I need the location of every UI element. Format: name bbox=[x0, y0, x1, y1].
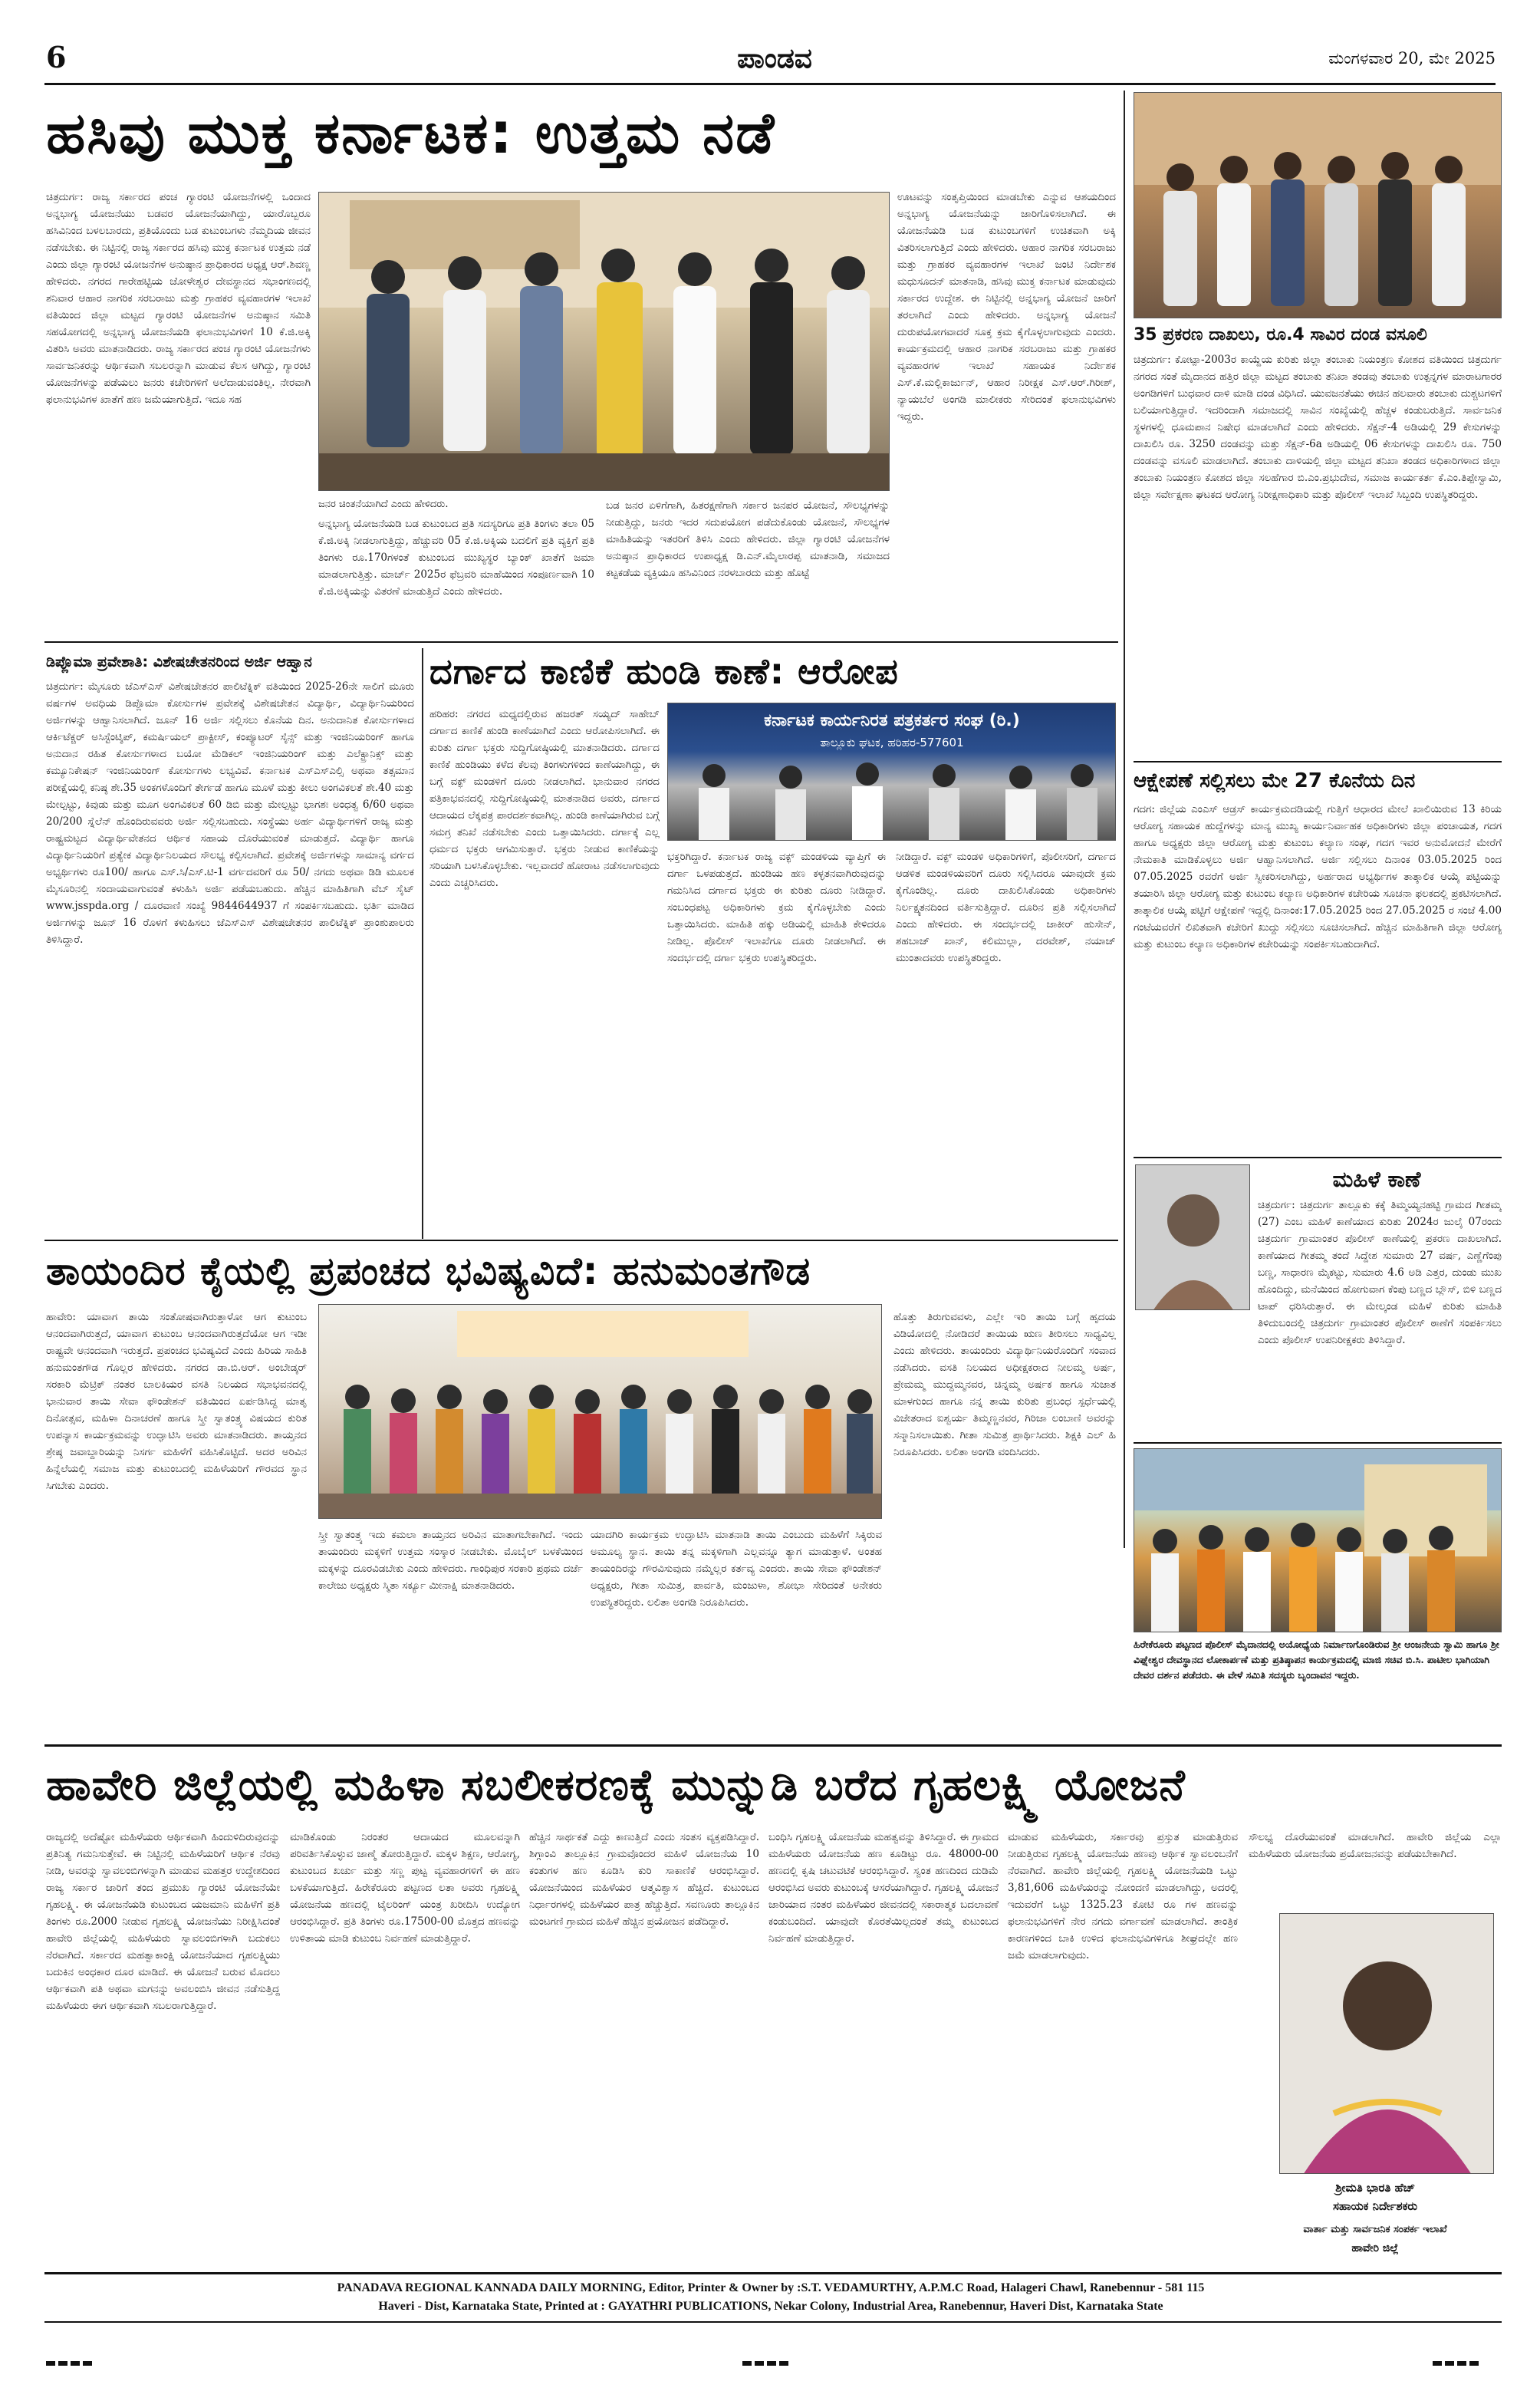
gruha-officer-title: ಸಹಾಯಕ ನಿರ್ದೇಶಕರು bbox=[1332, 2199, 1418, 2213]
dargah-col2: ಭಕ್ತರಿಗಿದ್ದಾರೆ. ಕರ್ನಾಟಕ ರಾಜ್ಯ ವಕ್ಫ್ ಮಂಡಳಿಯ ವ್ಯಾಪ್ತಿಗೆ ಈ ದರ್ಗಾ ಒಳಪಡುತ್ತದೆ. ಹುಂಡಿಯ ಹಣ ಕಳ್ಳತನವಾಗಿರುವುದನ್ನು ಗಮನಿಸಿದ ದರ್ಗಾದ ಭಕ್ತರು ಈ ಕುರಿತು ದೂರು ನೀಡಿದ್ದಾರೆ. ಸಂಬಂಧಪಟ್ಟ ಅಧಿಕಾರಿಗಳು ಕ್ರಮ ಕೈಗೊಳ್ಳಬೇಕು ಎಂದು ಒತ್ತಾಯಿಸಿದರು. ಮಾಹಿತಿ ಹಕ್ಕು ಅಡಿಯಲ್ಲಿ ಮಾಹಿತಿ ಕೇಳಿದರೂ ನೀಡಿಲ್ಲ. ಪೊಲೀಸ್ ಇಲಾಖೆಗೂ ದೂರು ನೀಡಲಾಗಿದೆ. ಈ ಸಂದರ್ಭದಲ್ಲಿ ದರ್ಗಾ ಭಕ್ತರು ಉಪಸ್ಥಿತರಿದ್ದರು. bbox=[667, 851, 886, 964]
labour-story-body: ಗದಗ: ಜಿಲ್ಲೆಯ ಎಂಎಸ್ ಆಡ್ರಸ್ ಕಾರ್ಯಕ್ರಮದಡಿಯಲ್ಲಿ ಗುತ್ತಿಗೆ ಆಧಾರದ ಮೇಲೆ ಖಾಲಿಯಿರುವ 13 ಕಿರಿಯ ಆರೋಗ್ಯ ಸಹಾಯಕ ಹುದ್ದೆಗಳನ್ನು ಮಾನ್ಯ ಮುಖ್ಯ ಕಾರ್ಯನಿರ್ವಾಹಕ ಅಧಿಕಾರಿಗಳು ಜಿಲ್ಲಾ ಪಂಚಾಯತ, ಗದಗ ಹಾಗೂ ಅಧ್ಯಕ್ಷರು ಜಿಲ್ಲಾ ಆರೋಗ್ಯ ಮತ್ತು ಕುಟುಂಬ ಕಲ್ಯಾಣ ಸಂಘ, ಗದಗ ಇವರ ಅನುಮೋದನೆ ಮೇರೆಗೆ ನೇಮಕಾತಿ ಮಾಡಿಕೊಳ್ಳಲು ಅರ್ಜಿ ಆಹ್ವಾನಿಸಲಾಗಿದೆ. ಅರ್ಜಿ ಸಲ್ಲಿಸಲು ದಿನಾಂಕ 03.05.2025 ರಿಂದ 07.05.2025 ರವರೆಗೆ ಅರ್ಜಿ ಸ್ವೀಕರಿಸಲಾಗಿದ್ದು, ಅರ್ಹರಾದ ಅಭ್ಯರ್ಥಿಗಳ ತಾತ್ಕಾಲಿಕ ಆಯ್ಕೆ ಪಟ್ಟಿಯನ್ನು ತಯಾರಿಸಿ ಜಿಲ್ಲಾ ಆರೋಗ್ಯ ಮತ್ತು ಕುಟುಂಬ ಕಲ್ಯಾಣ ಅಧಿಕಾರಿಗಳ ಕಚೇರಿಯ ಸೂಚನಾ ಫಲಕದಲ್ಲಿ ಪ್ರಕಟಿಸಲಾಗಿದೆ. ತಾತ್ಕಾಲಿಕ ಆಯ್ಕೆ ಪಟ್ಟಿಗೆ ಆಕ್ಷೇಪಣೆ ಇದ್ದಲ್ಲಿ ದಿನಾಂಕ:17.05.2025 ರಿಂದ 27.05.2025 ರ ಸಂಜೆ 4.00 ಗಂಟೆಯವರೆಗೆ ಲಿಖಿತವಾಗಿ ಕಚೇರಿಗೆ ಖುದ್ದು ಸಲ್ಲಿಸಲು ಸೂಚಿಸಲಾಗಿದೆ. ಹೆಚ್ಚಿನ ಮಾಹಿತಿಗಾಗಿ ಜಿಲ್ಲಾ ಆರೋಗ್ಯ ಮತ್ತು ಕುಟುಂಬ ಕಲ್ಯಾಣ ಅಧಿಕಾರಿಗಳ ಕಚೇರಿಯನ್ನು ಸಂಪರ್ಕಿಸಬಹುದಾಗಿದೆ. bbox=[1134, 803, 1502, 950]
gruha-col5: ಮಾಡುವ ಮಹಿಳೆಯರು, ಸರ್ಕಾರವು ಪ್ರಸ್ತುತ ಮಾಡುತ್ತಿರುವ ನೀಡುತ್ತಿರುವ ಗೃಹಲಕ್ಷ್ಮಿ ಯೋಜನೆಯ ಹಣವು ಆರ್ಥಿಕ ಸ್ವಾವಲಂಬನೆಗೆ ನೆರವಾಗಿದೆ. ಹಾವೇರಿ ಜಿಲ್ಲೆಯಲ್ಲಿ ಗೃಹಲಕ್ಷ್ಮಿ ಯೋಜನೆಯಡಿ ಒಟ್ಟು 3,81,606 ಮಹಿಳೆಯರನ್ನು ನೋಂದಣಿ ಮಾಡಲಾಗಿದ್ದು, ಅದರಲ್ಲಿ ಇದುವರೆಗೆ ಒಟ್ಟು 1325.23 ಕೋಟಿ ರೂ ಗಳ ಹಣವನ್ನು ಫಲಾನುಭವಿಗಳಿಗೆ ನೇರ ನಗದು ವರ್ಗಾವಣೆ ಮಾಡಲಾಗಿದೆ. ತಾಂತ್ರಿಕ ಕಾರಣಗಳಿಂದ ಬಾಕಿ ಉಳಿದ ಫಲಾನುಭವಿಗಳಿಗೂ ಶೀಘ್ರದಲ್ಲೇ ಹಣ ಜಮೆ ಮಾಡಲಾಗುವುದು. bbox=[1008, 1831, 1238, 1961]
dargah-col3: ನೀಡಿದ್ದಾರೆ. ವಕ್ಫ್ ಮಂಡಳಿ ಅಧಿಕಾರಿಗಳಿಗೆ, ಪೊಲೀಸರಿಗೆ, ದರ್ಗಾದ ಆಡಳಿತ ಮಂಡಳಿಯವರಿಗೆ ದೂರು ಸಲ್ಲಿಸಿದರೂ ಯಾವುದೇ ಕ್ರಮ ಕೈಗೊಂಡಿಲ್ಲ. ದೂರು ದಾಖಲಿಸಿಕೊಂಡು ಅಧಿಕಾರಿಗಳು ನಿರ್ಲಕ್ಷ್ಯತನದಿಂದ ವರ್ತಿಸುತ್ತಿದ್ದಾರೆ. ದೂರಿನ ಪ್ರತಿ ಸಲ್ಲಿಸಲಾಗಿದೆ ಎಂದು ಹೇಳಿದರು. ಈ ಸಂದರ್ಭದಲ್ಲಿ ಜಾಕೀರ್ ಹುಸೇನ್, ಶಹಬಾಜ್ ಖಾನ್, ಕಲಿಮುಲ್ಲಾ, ದರವೇಶ್, ನಯಾಜ್ ಮುಂತಾದವರು ಉಪಸ್ಥಿತರಿದ್ದರು. bbox=[896, 851, 1116, 964]
mothers-col3: ಯಾದಗಿರಿ ಕಾರ್ಯಕ್ರಮ ಉದ್ಘಾಟಿಸಿ ಮಾತನಾಡಿ ತಾಯಿ ಎಂಬುದು ಮಹಿಳೆಗೆ ಸಿಕ್ಕಿರುವ ಅಮೂಲ್ಯ ಸ್ಥಾನ. ತಾಯಿ ತನ್ನ ಮಕ್ಕಳಿಗಾಗಿ ಎಲ್ಲವನ್ನೂ ತ್ಯಾಗ ಮಾಡುತ್ತಾಳೆ. ಅಂತಹ ತಾಯಂದಿರನ್ನು ಗೌರವಿಸುವುದು ನಮ್ಮೆಲ್ಲರ ಕರ್ತವ್ಯ ಎಂದರು. ತಾಯಿ ಸೇವಾ ಫೌಂಡೇಶನ್ ಅಧ್ಯಕ್ಷರು, ಗೀತಾ ಸುಮಿತ್ರ, ಪಾರ್ವತಿ, ಮಂಜುಳಾ, ಶೋಭಾ ಸೇರಿದಂತೆ ಅನೇಕರು ಉಪಸ್ಥಿತರಿದ್ದರು. ಲಲಿತಾ ಅಂಗಡಿ ನಿರೂಪಿಸಿದರು. bbox=[591, 1529, 882, 1609]
dargah-photo bbox=[667, 703, 1116, 841]
diploma-headline: ಡಿಪ್ಲೊಮಾ ಪ್ರವೇಶಾತಿ: ವಿಶೇಷಚೇತನರಿಂದ ಅರ್ಜಿ ಆಹ್ವಾನ bbox=[46, 654, 312, 670]
dargah-headline: ದರ್ಗಾದ ಕಾಣಿಕೆ ಹುಂಡಿ ಕಾಣೆ: ಆರೋಪ bbox=[429, 650, 899, 692]
footer-bottom-rule bbox=[44, 2321, 1502, 2323]
story1-col2: ಅನ್ನಭಾಗ್ಯ ಯೋಜನೆಯಡಿ ಬಡ ಕುಟುಂಬದ ಪ್ರತಿ ಸದಸ್ಯರಿಗೂ ಪ್ರತಿ ತಿಂಗಳು ತಲಾ 05 ಕೆ.ಜಿ.ಅಕ್ಕಿ ನೀಡಲಾಗುತ್ತಿದ್ದು, ಹೆಚ್ಚುವರಿ 05 ಕೆ.ಜಿ.ಅಕ್ಕಿಯ ಬದಲಿಗೆ ಪ್ರತಿ ವ್ಯಕ್ತಿಗೆ ಪ್ರತಿ ತಿಂಗಳು ರೂ.170ಗಳಂತೆ ಕುಟುಂಬದ ಮುಖ್ಯಸ್ಥರ ಬ್ಯಾಂಕ್ ಖಾತೆಗೆ ಜಮಾ ಮಾಡಲಾಗುತ್ತಿತ್ತು. ಮಾರ್ಚ್ 2025ರ ಫೆಬ್ರವರಿ ಮಾಹೆಯಿಂದ ಸಂಪೂರ್ಣವಾಗಿ 10 ಕೆ.ಜಿ.ಅಕ್ಕಿಯನ್ನು ವಿತರಣೆ ಮಾಡುತ್ತಿದೆ ಎಂದು ಹೇಳಿದರು. bbox=[318, 518, 594, 598]
missing-woman-bottom-rule bbox=[1134, 1442, 1502, 1444]
temple-photo bbox=[1134, 1448, 1502, 1632]
missing-woman-headline: ಮಹಿಳೆ ಕಾಣೆ bbox=[1332, 1167, 1421, 1192]
dargah-col1: ಹರಿಹರ: ನಗರದ ಮಧ್ಯದಲ್ಲಿರುವ ಹಜರತ್ ಸಯ್ಯದ್ ಸಾಹೇಬ್ ದರ್ಗಾದ ಕಾಣಿಕೆ ಹುಂಡಿ ಕಾಣೆಯಾಗಿದೆ ಎಂದು ಆರೋಪಿಸಲಾಗಿದೆ. ಈ ಕುರಿತು ದರ್ಗಾ ಭಕ್ತರು ಸುದ್ದಿಗೋಷ್ಠಿಯಲ್ಲಿ ಮಾತನಾಡಿದರು. ದರ್ಗಾದ ಕಾಣಿಕೆ ಹುಂಡಿಯು ಕಳೆದ ಕೆಲವು ತಿಂಗಳುಗಳಿಂದ ಕಾಣೆಯಾಗಿದ್ದು, ಈ ಬಗ್ಗೆ ವಕ್ಫ್ ಮಂಡಳಿಗೆ ದೂರು ನೀಡಲಾಗಿದೆ. ಭಾನುವಾರ ನಗರದ ಪತ್ರಿಕಾಭವನದಲ್ಲಿ ಸುದ್ದಿಗೋಷ್ಠಿಯಲ್ಲಿ ಮಾತನಾಡಿದ ಅವರು, ದರ್ಗಾದ ಆದಾಯದ ಲೆಕ್ಕಪತ್ರ ಪಾರದರ್ಶಕವಾಗಿಲ್ಲ. ಹುಂಡಿ ಕಾಣೆಯಾಗಿರುವ ಬಗ್ಗೆ ಸಮಗ್ರ ತನಿಖೆ ನಡೆಸಬೇಕು ಎಂದು ಒತ್ತಾಯಿಸಿದರು. ದರ್ಗಾಕ್ಕೆ ಎಲ್ಲ ಧರ್ಮದ ಭಕ್ತರು ಆಗಮಿಸುತ್ತಾರೆ. ಭಕ್ತರು ನೀಡುವ ಕಾಣಿಕೆಯನ್ನು ಸರಿಯಾಗಿ ಬಳಸಿಕೊಳ್ಳಬೇಕು. ಇಲ್ಲವಾದರೆ ಹೋರಾಟ ನಡೆಸಲಾಗುವುದು ಎಂದು ಎಚ್ಚರಿಸಿದರು. bbox=[429, 708, 660, 889]
gruha-col3: ಹೆಚ್ಚಿನ ಸಾರ್ಥಕತೆ ಎದ್ದು ಕಾಣುತ್ತಿದೆ ಎಂದು ಸಂತಸ ವ್ಯಕ್ತಪಡಿಸಿದ್ದಾರೆ. ಶಿಗ್ಗಾಂವಿ ತಾಲ್ಲೂಕಿನ ಗ್ರಾಮವೊಂದರ ಮಹಿಳೆ ಯೋಜನೆಯ 10 ಕಂತುಗಳ ಹಣ ಕೂಡಿಸಿ ಕುರಿ ಸಾಕಾಣಿಕೆ ಆರಂಭಿಸಿದ್ದಾರೆ. ಯೋಜನೆಯಿಂದ ಮಹಿಳೆಯರ ಆತ್ಮವಿಶ್ವಾಸ ಹೆಚ್ಚಿದೆ. ಕುಟುಂಬದ ನಿರ್ಧಾರಗಳಲ್ಲಿ ಮಹಿಳೆಯರ ಪಾತ್ರ ಹೆಚ್ಚುತ್ತಿದೆ. ಸವಣೂರು ತಾಲ್ಲೂಕಿನ ಮಂಟಗಣಿ ಗ್ರಾಮದ ಮಹಿಳೆ ಹೆಚ್ಚಿನ ಪ್ರಯೋಜನ ಪಡೆದಿದ್ದಾರೆ. bbox=[529, 1831, 759, 1928]
story1-photo-people bbox=[319, 193, 890, 491]
story1-col3: ಬಡ ಜನರ ಏಳಿಗೆಗಾಗಿ, ಹಿತರಕ್ಷಣೆಗಾಗಿ ಸರ್ಕಾರ ಜನಪರ ಯೋಜನೆ, ಸೌಲಭ್ಯಗಳನ್ನು ನೀಡುತ್ತಿದ್ದು, ಜನರು ಇದರ ಸದುಪಯೋಗ ಪಡೆದುಕೊಂಡು ಯೋಜನೆ, ಸೌಲಭ್ಯಗಳ ಮಾಹಿತಿಯನ್ನು ಇತರರಿಗೆ ತಿಳಿಸಿ ಎಂದು ಹೇಳಿದರು. ಜಿಲ್ಲಾ ಗ್ಯಾರಂಟಿ ಯೋಜನೆಗಳ ಅನುಷ್ಠಾನ ಪ್ರಾಧಿಕಾರದ ಉಪಾಧ್ಯಕ್ಷ ಡಿ.ಎನ್.ಮೈಲಾರಪ್ಪ ಮಾತನಾಡಿ, ಸಮಾಜದ ಕಟ್ಟಕಡೆಯ ವ್ಯಕ್ತಿಯೂ ಹಸಿವಿನಿಂದ ನರಳಬಾರದು ಮತ್ತು ಹೊಟ್ಟೆ bbox=[606, 499, 890, 579]
gruha-byline: ವಾರ್ತಾ ಮತ್ತು ಸಾರ್ವಜನಿಕ ಸಂಪರ್ಕ ಇಲಾಖೆ bbox=[1303, 2224, 1447, 2235]
fine-story-photo bbox=[1134, 92, 1502, 318]
footer-dash-mid bbox=[742, 2361, 788, 2366]
gruha-col1: ರಾಜ್ಯದಲ್ಲಿ ಅದೆಷ್ಟೋ ಮಹಿಳೆಯರು ಆರ್ಥಿಕವಾಗಿ ಹಿಂದುಳಿದಿರುವುದನ್ನು ಪ್ರತಿನಿತ್ಯ ಗಮನಿಸುತ್ತೇವೆ. ಈ ನಿಟ್ಟಿನಲ್ಲಿ ಮಹಿಳೆಯರಿಗೆ ಆರ್ಥಿಕ ನೆರವು ನೀಡಿ, ಅವರನ್ನು ಸ್ವಾವಲಂಬಿಗಳನ್ನಾಗಿ ಮಾಡುವ ಮಹತ್ತರ ಉದ್ದೇಶದಿಂದ ರಾಜ್ಯ ಸರ್ಕಾರ ಜಾರಿಗೆ ತಂದ ಪ್ರಮುಖ ಗ್ಯಾರಂಟಿ ಯೋಜನೆಯೇ ಗೃಹಲಕ್ಷ್ಮಿ. ಈ ಯೋಜನೆಯಡಿ ಕುಟುಂಬದ ಯಜಮಾನಿ ಮಹಿಳೆಗೆ ಪ್ರತಿ ತಿಂಗಳು ರೂ.2000 ನೀಡುವ ಗೃಹಲಕ್ಷ್ಮಿ ಯೋಜನೆಯು ನಿರೀಕ್ಷಿಸಿದಂತೆ ಹಾವೇರಿ ಜಿಲ್ಲೆಯಲ್ಲಿ ಮಹಿಳೆಯರು ಸ್ವಾವಲಂಬಿಗಳಾಗಿ ಬದುಕಲು ನೆರವಾಗಿದೆ. ಸರ್ಕಾರದ ಮಹತ್ವಾಕಾಂಕ್ಷಿ ಯೋಜನೆಯಾದ ಗೃಹಲಕ್ಷ್ಮಿಯು ಬದುಕಿನ ಅಂಧಕಾರ ದೂರ ಮಾಡಿದೆ. ಈ ಯೋಜನೆ ಬರುವ ಮೊದಲು ಆರ್ಥಿಕವಾಗಿ ಪತಿ ಅಥವಾ ಮಗನನ್ನು ಅವಲಂಬಿಸಿ ಜೀವನ ನಡೆಸುತ್ತಿದ್ದ ಮಹಿಳೆಯರು ಈಗ ಆರ್ಥಿಕವಾಗಿ ಸಬಲರಾಗುತ್ತಿದ್ದಾರೆ. bbox=[46, 1831, 280, 2012]
diploma-body: ಚಿತ್ರದುರ್ಗ: ಮೈಸೂರು ಜೆಎಸ್ಎಸ್ ವಿಶೇಷಚೇತನರ ಪಾಲಿಟೆಕ್ನಿಕ್ ವತಿಯಿಂದ 2025-26ನೇ ಸಾಲಿಗೆ ಮೂರು ವರ್ಷಗಳ ಅವಧಿಯ ಡಿಪ್ಲೊಮಾ ಕೋರ್ಸುಗಳ ಪ್ರವೇಶಕ್ಕೆ ವಿಶೇಷಚೇತನ ವಿದ್ಯಾರ್ಥಿ, ವಿದ್ಯಾರ್ಥಿನಿಯರಿಂದ ಅರ್ಜಿಗಳನ್ನು ಆಹ್ವಾನಿಸಲಾಗಿದೆ. ಜೂನ್ 16 ಅರ್ಜಿ ಸಲ್ಲಿಸಲು ಕೊನೆಯ ದಿನ. ಅನುದಾನಿತ ಕೋರ್ಸುಗಳಾದ ಆರ್ಕಿಟೆಕ್ಚರ್ ಅಸಿಸ್ಟೆಂಟ್ಶಿಪ್, ಕಮರ್ಷಿಯಲ್ ಪ್ರಾಕ್ಟೀಸ್, ಕಂಪ್ಯೂಟರ್ ಸೈನ್ಸ್ ಮತ್ತು ಇಂಜಿನಿಯರಿಂಗ್ ಹಾಗೂ ಅನುದಾನ ರಹಿತ ಕೋರ್ಸುಗಳಾದ ಬಯೋ ಮೆಡಿಕಲ್ ಇಂಜಿನಿಯರಿಂಗ್ ಮತ್ತು ಎಲೆಕ್ಟ್ರಾನಿಕ್ಸ್ ಮತ್ತು ಕಮ್ಯೂನಿಕೇಷನ್ ಇಂಜಿನಿಯರಿಂಗ್ ಕೋರ್ಸುಗಳು ಲಭ್ಯವಿವೆ. ಕರ್ನಾಟಕ ಎಸ್ಎಸ್ಎಲ್ಸಿ ಅಥವಾ ತತ್ಸಮಾನ ಪರೀಕ್ಷೆಯಲ್ಲಿ ಕನಿಷ್ಠ ಶೇ.35 ಅಂಕಗಳೊಂದಿಗೆ ತೇರ್ಗಡೆ ಹಾಗೂ ಮೂಳೆ ಮತ್ತು ಕೀಲು ಅಂಗವಿಕಲತೆ ಶೇ.40 ಮತ್ತು ಮೇಲ್ಪಟ್ಟು, ಕಿವುಡು ಮತ್ತು ಮೂಗ ಅಂಗವಿಕಲತೆ 60 ಡಿಬಿ ಮತ್ತು ಮೇಲ್ಪಟ್ಟು ಭಾಗಶಃ ಅಂಧತ್ವ 6/60 ಅಥವಾ 20/200 ಸ್ನೆಲೆನ್ ಹೊಂದಿರುವವರು ಅರ್ಜಿ ಸಲ್ಲಿಸಬಹುದು. ಸಂಸ್ಥೆಯು ಅರ್ಹ ವಿದ್ಯಾರ್ಥಿಗಳಿಗೆ ರಾಜ್ಯ ಮತ್ತು ರಾಷ್ಟ್ರಮಟ್ಟದ ವಿದ್ಯಾರ್ಥಿವೇತನದ ಆರ್ಥಿಕ ಸಹಾಯ ದೊರೆಯುವಂತೆ ಮಾಡುತ್ತದೆ. ವಿದ್ಯಾರ್ಥಿ ಹಾಗೂ ವಿದ್ಯಾರ್ಥಿನಿಯರಿಗೆ ಪ್ರತ್ಯೇಕ ವಿದ್ಯಾರ್ಥಿನಿಲಯದ ಸೌಲಭ್ಯ ಕಲ್ಪಿಸಲಾಗಿದೆ. ಪ್ರವೇಶಕ್ಕೆ ಅರ್ಜಿಗಳನ್ನು ಸಾಮಾನ್ಯ ವರ್ಗದ ಅಭ್ಯರ್ಥಿಗಳು ರೂ100/ ಹಾಗೂ ಎಸ್.ಸಿ/ಎಸ್.ಟಿ-1 ವರ್ಗದವರಿಗೆ ರೂ 50/ ನಗದು ಅಥವಾ ಡಿಡಿ ಮೂಲಕ ಮೈಸೂರಿನಲ್ಲಿ ಸಂದಾಯವಾಗುವಂತೆ ಕಳುಹಿಸಿ ಅರ್ಜಿ ಪಡೆಯಬಹುದು. ಹೆಚ್ಚಿನ ಮಾಹಿತಿಗಾಗಿ ವೆಬ್ ಸೈಟ್ www.jsspda.org / ದೂರವಾಣಿ ಸಂಖ್ಯೆ 9844644937 ಗೆ ಸಂಪರ್ಕಿಸಬಹುದು. ಭರ್ತಿ ಮಾಡಿದ ಅರ್ಜಿಗಳನ್ನು ಜೂನ್ 16 ರೊಳಗೆ ಕಳುಹಿಸಲು ಜೆಎಸ್ಎಸ್ ವಿಶೇಷಚೇತನರ ಪಾಲಿಟೆಕ್ನಿಕ್ ಪ್ರಾಂಶುಪಾಲರು ತಿಳಿಸಿದ್ದಾರೆ. bbox=[46, 680, 414, 946]
dargah-photo-banner-sub: ತಾಲ್ಲೂಕು ಘಟಕ, ಹರಿಹರ-577601 bbox=[820, 736, 964, 749]
mothers-photo bbox=[318, 1304, 882, 1519]
mothers-col2: ಸ್ತ್ರೀ ಸ್ವಾತಂತ್ರ್ಯ ಇದು ಕಮಲಾ ತಾಯ್ತನದ ಅರಿವಿನ ಮಾತಾಗಬೇಕಾಗಿದೆ. ಇಂದು ತಾಯಂದಿರು ಮಕ್ಕಳಿಗೆ ಉತ್ತಮ ಸಂಸ್ಕಾರ ನೀಡಬೇಕು. ಮೊಬೈಲ್ ಬಳಕೆಯಿಂದ ಮಕ್ಕಳನ್ನು ದೂರವಿಡಬೇಕು ಎಂದು ಹೇಳಿದರು. ಗಾಂಧಿಪುರ ಸರಕಾರಿ ಪ್ರಥಮ ದರ್ಜೆ ಕಾಲೇಜು ಅಧ್ಯಕ್ಷರು ಸ್ಮಿತಾ ಸರ್ಕ್ಯೂ ಮೀನಾಕ್ಷಿ ಮಾತನಾಡಿದರು. bbox=[318, 1529, 583, 1592]
fine-story-bottom-rule bbox=[1134, 761, 1502, 762]
fine-story-photo-people bbox=[1134, 93, 1502, 318]
story1-headline: ಹಸಿವು ಮುಕ್ತ ಕರ್ನಾಟಕ: ಉತ್ತಮ ನಡೆ bbox=[46, 100, 776, 166]
temple-photo-caption: ಹಿರೇಕೆರೂರು ಪಟ್ಟಣದ ಪೊಲೀಸ್ ಮೈದಾನದಲ್ಲಿ ಅಯೋಧ್ಯೆಯ ನಿರ್ಮಾಣಗೊಂಡಿರುವ ಶ್ರೀ ಆಂಜನೇಯ ಸ್ವಾಮಿ ಹಾಗೂ ಶ್ರೀ ವಿಘ್ನೇಶ್ವರ ದೇವಸ್ಥಾನದ ಲೋಕಾರ್ಪಣೆ ಮತ್ತು ಪ್ರತಿಷ್ಠಾಪನ ಕಾರ್ಯಕ್ರಮದಲ್ಲಿ ಮಾಜಿ ಸಚಿವ ಬಿ.ಸಿ. ಪಾಟೀಲ ಭಾಗಿಯಾಗಿ ದೇವರ ದರ್ಶನ ಪಡೆದರು. ಈ ವೇಳೆ ಸಮಿತಿ ಸದಸ್ಯರು ಬೃಂದಾವನ ಇದ್ದರು. bbox=[1134, 1639, 1499, 1681]
footer-dash-left bbox=[46, 2361, 92, 2366]
footer-top-rule bbox=[44, 2272, 1502, 2274]
gruha-headline: ಹಾವೇರಿ ಜಿಲ್ಲೆಯಲ್ಲಿ ಮಹಿಳಾ ಸಬಲೀಕರಣಕ್ಕೆ ಮುನ್ನುಡಿ ಬರೆದ ಗೃಹಲಕ್ಷ್ಮಿ ಯೋಜನೆ bbox=[46, 1760, 1186, 1810]
gruha-col2: ಮಾಡಿಕೊಂಡು ನಿರಂತರ ಆದಾಯದ ಮೂಲವನ್ನಾಗಿ ಪರಿವರ್ತಿಸಿಕೊಳ್ಳುವ ಜಾಣ್ಮೆ ತೋರುತ್ತಿದ್ದಾರೆ. ಮಕ್ಕಳ ಶಿಕ್ಷಣ, ಆರೋಗ್ಯ, ಕುಟುಂಬದ ಖರ್ಚು ಮತ್ತು ಸಣ್ಣ ಪುಟ್ಟ ವ್ಯವಹಾರಗಳಿಗೆ ಈ ಹಣ ಬಳಕೆಯಾಗುತ್ತಿದೆ. ಹಿರೇಕೆರೂರು ಪಟ್ಟಣದ ಲತಾ ಅವರು ಗೃಹಲಕ್ಷ್ಮಿ ಯೋಜನೆಯ ಹಣದಲ್ಲಿ ಟೈಲರಿಂಗ್ ಯಂತ್ರ ಖರೀದಿಸಿ ಉದ್ಯೋಗ ಆರಂಭಿಸಿದ್ದಾರೆ. ಪ್ರತಿ ತಿಂಗಳು ರೂ.17500-00 ಮೊತ್ತದ ಹಣವನ್ನು ಉಳಿತಾಯ ಮಾಡಿ ಕುಟುಂಬ ನಿರ್ವಹಣೆ ಮಾಡುತ್ತಿದ್ದಾರೆ. bbox=[290, 1831, 520, 1945]
story1-photo-caption: ಜನರ ಚಿಂತನೆಯಾಗಿದೆ ಎಂದು ಹೇಳಿದರು. bbox=[318, 499, 449, 510]
dargah-photo-people bbox=[668, 754, 1116, 841]
mothers-col1: ಹಾವೇರಿ: ಯಾವಾಗ ತಾಯಿ ಸಂತೋಷವಾಗಿರುತ್ತಾಳೋ ಆಗ ಕುಟುಂಬ ಆನಂದವಾಗಿರುತ್ತದೆ, ಯಾವಾಗ ಕುಟುಂಬ ಆನಂದವಾಗಿರುತ್ತದೆಯೋ ಆಗ ಇಡೀ ರಾಷ್ಟ್ರವೇ ಆನಂದವಾಗಿ ಇರುತ್ತದೆ. ಪ್ರಪಂಚದ ಭವಿಷ್ಯವಿದೆ ಎಂದು ಹಿರಿಯ ಸಾಹಿತಿ ಹನುಮಂತಗೌಡ ಗೊಲ್ಲರ ಹೇಳಿದರು. ನಗರದ ಡಾ.ಬಿ.ಆರ್. ಅಂಬೇಡ್ಕರ್ ಸರಕಾರಿ ಮೆಟ್ರಿಕ್ ನಂತರ ಬಾಲಕಿಯರ ವಸತಿ ನಿಲಯದ ಸಭಾಭವನದಲ್ಲಿ ಭಾನುವಾರ ತಾಯಿ ಸೇವಾ ಫೌಂಡೇಶನ್ ವತಿಯಿಂದ ಏರ್ಪಡಿಸಿದ್ದ ಮಾತೃ ದಿನೋತ್ಸವ, ಮಹಿಳಾ ದಿನಾಚರಣೆ ಹಾಗೂ ಸ್ತ್ರೀ ಸ್ವಾತಂತ್ರ್ಯ ವಿಷಯದ ಕುರಿತ ಉಪನ್ಯಾಸ ಕಾರ್ಯಕ್ರಮವನ್ನು ಉದ್ಘಾಟಿಸಿ ಅವರು ಮಾತನಾಡಿದರು. ತಾಯ್ತನದ ಶ್ರೇಷ್ಠ ಜವಾಬ್ದಾರಿಯನ್ನು ನಿಸರ್ಗ ಮಹಿಳೆಗೆ ವಹಿಸಿಕೊಟ್ಟಿದೆ. ಅದರ ಅರಿವಿನ ಹಿನ್ನೆಲೆಯಲ್ಲಿ ಸಮಾಜ ಮತ್ತು ಕುಟುಂಬದಲ್ಲಿ ಮಹಿಳೆಯರಿಗೆ ಗೌರವದ ಸ್ಥಾನ ಸಿಗಬೇಕು ಎಂದರು. bbox=[46, 1311, 307, 1492]
dargah-photo-banner: ಕರ್ನಾಟಕ ಕಾರ್ಯನಿರತ ಪತ್ರಕರ್ತರ ಸಂಘ (ರಿ.) bbox=[764, 711, 1020, 730]
fine-story-body: ಚಿತ್ರದುರ್ಗ: ಕೋಟ್ಪಾ-2003ರ ಕಾಯ್ದೆಯ ಕುರಿತು ಜಿಲ್ಲಾ ತಂಬಾಕು ನಿಯಂತ್ರಣ ಕೋಶದ ವತಿಯಿಂದ ಚಿತ್ರದುರ್ಗ ನಗರದ ಸಂತೆ ಮೈದಾನದ ಹತ್ತಿರ ಜಿಲ್ಲಾ ಮಟ್ಟದ ತಂಬಾಕು ತನಿಖಾ ತಂಡವು ತಂಬಾಕು ಉತ್ಪನ್ನಗಳ ಮಾರಾಟಗಾರರ ಅಂಗಡಿಗಳಿಗೆ ಬುಧವಾರ ದಾಳಿ ಮಾಡಿ ದಂಡ ವಿಧಿಸಿದೆ. ಯುವಜನತೆಯು ಈಚಿನ ಹಲವಾರು ತಂಬಾಕು ದುಶ್ಚಟಗಳಿಗೆ ಬಲಿಯಾಗುತ್ತಿದ್ದಾರೆ. ಇದರಿಂದಾಗಿ ಸಮಾಜದಲ್ಲಿ ಸಾವಿನ ಸಂಖ್ಯೆಯಲ್ಲಿ ಹೆಚ್ಚಳ ಕಂಡುಬರುತ್ತಿದೆ. ಸಾರ್ವಜನಿಕ ಸ್ಥಳಗಳಲ್ಲಿ ಧೂಮಪಾನ ನಿಷೇಧ ಮಾಡಲಾಗಿದೆ ಎಂದು ಹೇಳಿದರು. ಸೆಕ್ಷನ್-4 ಅಡಿಯಲ್ಲಿ 29 ಕೇಸುಗಳನ್ನು ದಾಖಲಿಸಿ ರೂ. 3250 ದಂಡವನ್ನು ಮತ್ತು ಸೆಕ್ಷನ್-6a ಅಡಿಯಲ್ಲಿ 06 ಕೇಸುಗಳನ್ನು ದಾಖಲಿಸಿ ರೂ. 750 ದಂಡವನ್ನು ವಸೂಲಿ ಮಾಡಲಾಗಿದೆ. ತಂಬಾಕು ದಾಳಿಯಲ್ಲಿ ಜಿಲ್ಲಾ ಮಟ್ಟದ ತನಿಖಾ ತಂಡದ ಅಧಿಕಾರಿಗಳಾದ ಜಿಲ್ಲಾ ತಂಬಾಕು ನಿಯಂತ್ರಣ ಕೋಶದ ಜಿಲ್ಲಾ ಸಲಹೆಗಾರ ಬಿ.ಎಂ.ಪ್ರಭುದೇವ, ಸಮಾಜ ಕಾರ್ಯಕರ್ತ ಕೆ.ಎಂ.ತಿಪ್ಪೇಸ್ವಾಮಿ, ಜಿಲ್ಲಾ ಸರ್ವೇಕ್ಷಣಾ ಘಟಕದ ಆರೋಗ್ಯ ನಿರೀಕ್ಷಣಾಧಿಕಾರಿ ಮತ್ತು ಪೊಲೀಸ್ ಇಲಾಖೆ ಸಿಬ್ಬಂದಿ ಉಪಸ್ಥಿತರಿದ್ದರು. bbox=[1134, 354, 1502, 501]
page-number: 6 bbox=[46, 40, 67, 74]
gruha-col4: ಬಂಧಿಸಿ ಗೃಹಲಕ್ಷ್ಮಿ ಯೋಜನೆಯ ಮಹತ್ವವನ್ನು ತಿಳಿಸಿದ್ದಾರೆ. ಈ ಗ್ರಾಮದ ಮಹಿಳೆಯರು ಯೋಜನೆಯ ಹಣ ಕೂಡಿಟ್ಟು ರೂ. 48000-00 ಹಣದಲ್ಲಿ ಕೃಷಿ ಚಟುವಟಿಕೆ ಆರಂಭಿಸಿದ್ದಾರೆ. ಸ್ವಂತ ಹಣದಿಂದ ದುಡಿಮೆ ಆರಂಭಿಸಿದ ಅವರು ಕುಟುಂಬಕ್ಕೆ ಆಸರೆಯಾಗಿದ್ದಾರೆ. ಗೃಹಲಕ್ಷ್ಮಿ ಯೋಜನೆ ಜಾರಿಯಾದ ನಂತರ ಮಹಿಳೆಯರ ಜೀವನದಲ್ಲಿ ಸಕಾರಾತ್ಮಕ ಬದಲಾವಣೆ ಕಂಡುಬಂದಿದೆ. ಯಾವುದೇ ಕೊರತೆಯಿಲ್ಲದಂತೆ ತಮ್ಮ ಕುಟುಂಬದ ನಿರ್ವಹಣೆ ಮಾಡುತ್ತಿದ್ದಾರೆ. bbox=[768, 1831, 999, 1945]
mothers-headline: ತಾಯಂದಿರ ಕೈಯಲ್ಲಿ ಪ್ರಪಂಚದ ಭವಿಷ್ಯವಿದೆ: ಹನುಮಂತಗೌಡ bbox=[46, 1249, 811, 1293]
missing-woman-photo bbox=[1135, 1164, 1250, 1310]
diploma-divider bbox=[422, 648, 423, 1239]
mothers-photo-group bbox=[319, 1305, 882, 1519]
paper-name: ಪಾಂಡವ bbox=[737, 43, 812, 74]
labour-story-headline: ಆಕ್ಷೇಪಣೆ ಸಲ್ಲಿಸಲು ಮೇ 27 ಕೊನೆಯ ದಿನ bbox=[1134, 769, 1416, 792]
masthead-rule bbox=[44, 83, 1496, 85]
gruha-officer-photo bbox=[1279, 1913, 1494, 2174]
gruha-byline-district: ಹಾವೇರಿ ಜಿಲ್ಲೆ bbox=[1351, 2242, 1399, 2254]
missing-woman-body: ಚಿತ್ರದುರ್ಗ: ಚಿತ್ರದುರ್ಗ ತಾಲ್ಲೂಕು ಕಕ್ಕೆ ತಿಮ್ಮಯ್ಯನಹಟ್ಟಿ ಗ್ರಾಮದ ಗೀತಮ್ಮ (27) ಎಂಬ ಮಹಿಳೆ ಕಾಣೆಯಾದ ಕುರಿತು 2024ರ ಜುಲೈ 07ರಂದು ಚಿತ್ರದುರ್ಗ ಗ್ರಾಮಾಂತರ ಪೊಲೀಸ್ ಠಾಣೆಯಲ್ಲಿ ಪ್ರಕರಣ ದಾಖಲಾಗಿದೆ. ಕಾಣೆಯಾದ ಗೀತಮ್ಮ ತಂದೆ ಸಿದ್ದೇಶ ಸುಮಾರು 27 ವರ್ಷ, ಎಣ್ಣೆಗೆಂಪು ಬಣ್ಣ, ಸಾಧಾರಣ ಮೈಕಟ್ಟು, ಸುಮಾರು 4.6 ಅಡಿ ಎತ್ತರ, ದುಂಡು ಮುಖ ಹೊಂದಿದ್ದು, ಮನೆಯಿಂದ ಹೋಗುವಾಗ ಕೆಂಪು ಬಣ್ಣದ ಬ್ಲೌಸ್, ಬಿಳಿ ಬಣ್ಣದ ಟಾಪ್ ಧರಿಸಿರುತ್ತಾರೆ. ಈ ಮೇಲ್ಕಂಡ ಮಹಿಳೆ ಕುರಿತು ಮಾಹಿತಿ ತಿಳಿದುಬಂದಲ್ಲಿ ಚಿತ್ರದುರ್ಗ ಗ್ರಾಮಾಂತರ ಪೊಲೀಸ್ ಠಾಣೆಗೆ ಸಂಪರ್ಕಿಸಲು ಎಂದು ಪೊಲೀಸ್ ಉಪನಿರೀಕ್ಷಕರು ತಿಳಿಸಿದ್ದಾರೆ. bbox=[1258, 1199, 1502, 1346]
fine-story-headline: 35 ಪ್ರಕರಣ ದಾಖಲು, ರೂ.4 ಸಾವಿರ ದಂಡ ವಸೂಲಿ bbox=[1134, 325, 1427, 344]
gruha-officer-portrait bbox=[1280, 1914, 1494, 2174]
footer-line2: Haveri - Dist, Karnataka State, Printed at : GAYATHRI PUBLICATIONS, Nekar Colony, Industrial Area, Ranebennur, Haveri Dist, Karnataka State bbox=[378, 2300, 1163, 2313]
gruha-officer-name: ಶ್ರೀಮತಿ ಭಾರತಿ ಹೆಚ್ bbox=[1335, 2181, 1415, 2195]
story1-col4: ಊಟವನ್ನು ಸಂತೃಪ್ತಿಯಿಂದ ಮಾಡಬೇಕು ಎನ್ನುವ ಆಶಯದಿಂದ ಅನ್ನಭಾಗ್ಯ ಯೋಜನೆಯನ್ನು ಜಾರಿಗೊಳಿಸಲಾಗಿದೆ. ಈ ಯೋಜನೆಯಡಿ ಬಡ ಕುಟುಂಬಗಳಿಗೆ ಉಚಿತವಾಗಿ ಅಕ್ಕಿ ವಿತರಿಸಲಾಗುತ್ತಿದೆ ಎಂದು ಹೇಳಿದರು. ಆಹಾರ ನಾಗರಿಕ ಸರಬರಾಜು ಮತ್ತು ಗ್ರಾಹಕರ ವ್ಯವಹಾರಗಳ ಇಲಾಖೆ ಜಂಟಿ ನಿರ್ದೇಶಕ ಮಧುಸೂದನ್ ಮಾತನಾಡಿ, ಹಸಿವು ಮುಕ್ತ ಕರ್ನಾಟಕ ಮಾಡುವುದು ಸರ್ಕಾರದ ಉದ್ದೇಶ. ಈ ನಿಟ್ಟಿನಲ್ಲಿ ಅನ್ನಭಾಗ್ಯ ಯೋಜನೆ ಜಾರಿಗೆ ತರಲಾಗಿದೆ ಎಂದು ಹೇಳಿದರು. ಅನ್ನಭಾಗ್ಯ ಯೋಜನೆ ದುರುಪಯೋಗವಾದರೆ ಸೂಕ್ತ ಕ್ರಮ ಕೈಗೊಳ್ಳಲಾಗುವುದು ಎಂದರು. ಕಾರ್ಯಕ್ರಮದಲ್ಲಿ ಆಹಾರ ನಾಗರಿಕ ಸರಬರಾಜು ಮತ್ತು ಗ್ರಾಹಕರ ವ್ಯವಹಾರಗಳ ಇಲಾಖೆ ಸಹಾಯಕ ನಿರ್ದೇಶಕ ಎಸ್.ಕೆ.ಮಲ್ಲಿಕಾರ್ಜುನ್, ಆಹಾರ ನಿರೀಕ್ಷಕ ಎಸ್.ಆರ್.ಗಿರೀಶ್, ನ್ಯಾಯಬೆಲೆ ಅಂಗಡಿ ಮಾಲೀಕರು ಸೇರಿದಂತೆ ಫಲಾನುಭವಿಗಳು ಇದ್ದರು. bbox=[897, 191, 1116, 423]
gruha-col6: ಸೌಲಭ್ಯ ದೊರೆಯುವಂತೆ ಮಾಡಲಾಗಿದೆ. ಹಾವೇರಿ ಜಿಲ್ಲೆಯ ಎಲ್ಲಾ ಮಹಿಳೆಯರು ಯೋಜನೆಯ ಪ್ರಯೋಜನವನ್ನು ಪಡೆಯಬೇಕಾಗಿದೆ. bbox=[1249, 1831, 1502, 1860]
mothers-bottom-rule bbox=[44, 1744, 1502, 1747]
mothers-col4: ಹೊತ್ತು ತಿರುಗುವವಳು, ಎಲ್ಲೇ ಇರಿ ತಾಯಿ ಬಗ್ಗೆ ಹೃದಯ ವಿಡಿಯೋದಲ್ಲಿ ನೋಡಿದರೆ ತಾಯಿಯ ಋಣ ತೀರಿಸಲು ಸಾಧ್ಯವಿಲ್ಲ ಎಂದು ಹೇಳಿದರು. ತಾಯಂದಿರು ವಿದ್ಯಾರ್ಥಿನಿಯರೊಂದಿಗೆ ಸಂವಾದ ನಡೆಸಿದರು. ವಸತಿ ನಿಲಯದ ಅಧೀಕ್ಷಕರಾದ ನೀಲಮ್ಮ ಅರ್ಷ, ಪ್ರೇಮಮ್ಮ ಮುದ್ದಮ್ಮನವರ, ಚಿನ್ನಮ್ಮ ಅರ್ಷಕ ಹಾಗೂ ಸುಜಾತ ಮಾಳಗುಂದ ಹಾಗೂ ನನ್ನ ತಾಯಿ ಕುರಿತು ಪ್ರಬಂಧ ಸ್ಪರ್ಧೆಯಲ್ಲಿ ವಿಜೇತರಾದ ಐಶ್ವರ್ಯ ತಿಮ್ಮಣ್ಣನವರ, ಗಿರಿಜಾ ಲಂಬಾಣಿ ಅವರನ್ನು ಸನ್ಮಾನಿಸಲಾಯಿತು. ಗೀತಾ ಸುಮಿತ್ರ ಪ್ರಾರ್ಥಿಸಿದರು. ಶಿಕ್ಷಕಿ ಎಲ್ ಹಿ ನಿರೂಪಿಸಿದರು. ಲಲಿತಾ ಅಂಗಡಿ ವಂದಿಸಿದರು. bbox=[893, 1311, 1116, 1458]
story1-bottom-rule bbox=[44, 641, 1118, 643]
story1-photo bbox=[318, 192, 890, 491]
missing-woman-portrait bbox=[1136, 1165, 1250, 1310]
issue-date: ಮಂಗಳವಾರ 20, ಮೇ 2025 bbox=[1328, 49, 1496, 68]
footer-line1: PANADAVA REGIONAL KANNADA DAILY MORNING, Editor, Printer & Owner by :S.T. VEDAMURTHY, A.P.M.C Road, Halageri Chawl, Ranebennur - 581 115 bbox=[337, 2281, 1205, 2294]
labour-story-bottom-rule bbox=[1134, 1157, 1502, 1158]
story1-right-divider bbox=[1124, 91, 1125, 1548]
footer-dash-right bbox=[1433, 2361, 1479, 2366]
temple-photo-crowd bbox=[1134, 1449, 1502, 1632]
story1-col1: ಚಿತ್ರದುರ್ಗ: ರಾಜ್ಯ ಸರ್ಕಾರದ ಪಂಚ ಗ್ಯಾರಂಟಿ ಯೋಜನೆಗಳಲ್ಲಿ ಒಂದಾದ ಅನ್ನಭಾಗ್ಯ ಯೋಜನೆಯು ಬಡವರ ಯೋಜನೆಯಾಗಿದ್ದು, ಯಾರೊಬ್ಬರೂ ಹಸಿವಿನಿಂದ ಬಳಲಬಾರದು, ಪ್ರತಿಯೊಂದು ಬಡ ಕುಟುಂಬಗಳು ನೆಮ್ಮದಿಯ ಜೀವನ ನಡೆಸಬೇಕು. ಈ ನಿಟ್ಟಿನಲ್ಲಿ ರಾಜ್ಯ ಸರ್ಕಾರದ ಹಸಿವು ಮುಕ್ತ ಕರ್ನಾಟಕ ಉತ್ತಮ ನಡೆ ಎಂದು ಜಿಲ್ಲಾ ಗ್ಯಾರಂಟಿ ಯೋಜನೆಗಳ ಅನುಷ್ಠಾನ ಪ್ರಾಧಿಕಾರದ ಅಧ್ಯಕ್ಷ ಆರ್.ಶಿವಣ್ಣ ಹೇಳಿದರು. ನಗರದ ಗಾರೇಹಟ್ಟಿಯ ಚೋಳೇಶ್ವರ ದೇವಸ್ಥಾನದ ಸಭಾಂಗಣದಲ್ಲಿ ಶನಿವಾರ ಆಹಾರ ನಾಗರಿಕ ಸರಬರಾಜು ಮತ್ತು ಗ್ರಾಹಕರ ವ್ಯವಹಾರಗಳ ಇಲಾಖೆ ವತಿಯಿಂದ ಜಿಲ್ಲಾ ಮಟ್ಟದ ಗ್ಯಾರಂಟಿ ಯೋಜನೆಗಳ ಅನುಷ್ಠಾನ ಸಮಿತಿ ಸಹಯೋಗದಲ್ಲಿ ಅನ್ನಭಾಗ್ಯ ಯೋಜನೆಯಡಿ ಫಲಾನುಭವಿಗಳಿಗೆ 10 ಕೆ.ಜಿ.ಅಕ್ಕಿ ವಿತರಿಸಿ ಅವರು ಮಾತನಾಡಿದರು. ರಾಜ್ಯ ಸರ್ಕಾರದ ಪಂಚ ಗ್ಯಾರಂಟಿ ಯೋಜನೆಗಳು ಸಾರ್ವಜನಿಕರನ್ನು ಆರ್ಥಿಕವಾಗಿ ಸಬಲರನ್ನಾಗಿ ಮಾಡುವ ಕೆಲಸ ಆಗಿದ್ದು, ಗ್ಯಾರಂಟಿ ಯೋಜನೆಗಳನ್ನು ಪಡೆಯಲು ಜನರು ಕಚೇರಿಗಳಿಗೆ ಅಲೆದಾಡುವಂತಿಲ್ಲ. ನೇರವಾಗಿ ಫಲಾನುಭವಿಗಳ ಖಾತೆಗೆ ಹಣ ಜಮೆಯಾಗುತ್ತಿದೆ. ಇದೂ ಸಹ bbox=[46, 191, 311, 406]
